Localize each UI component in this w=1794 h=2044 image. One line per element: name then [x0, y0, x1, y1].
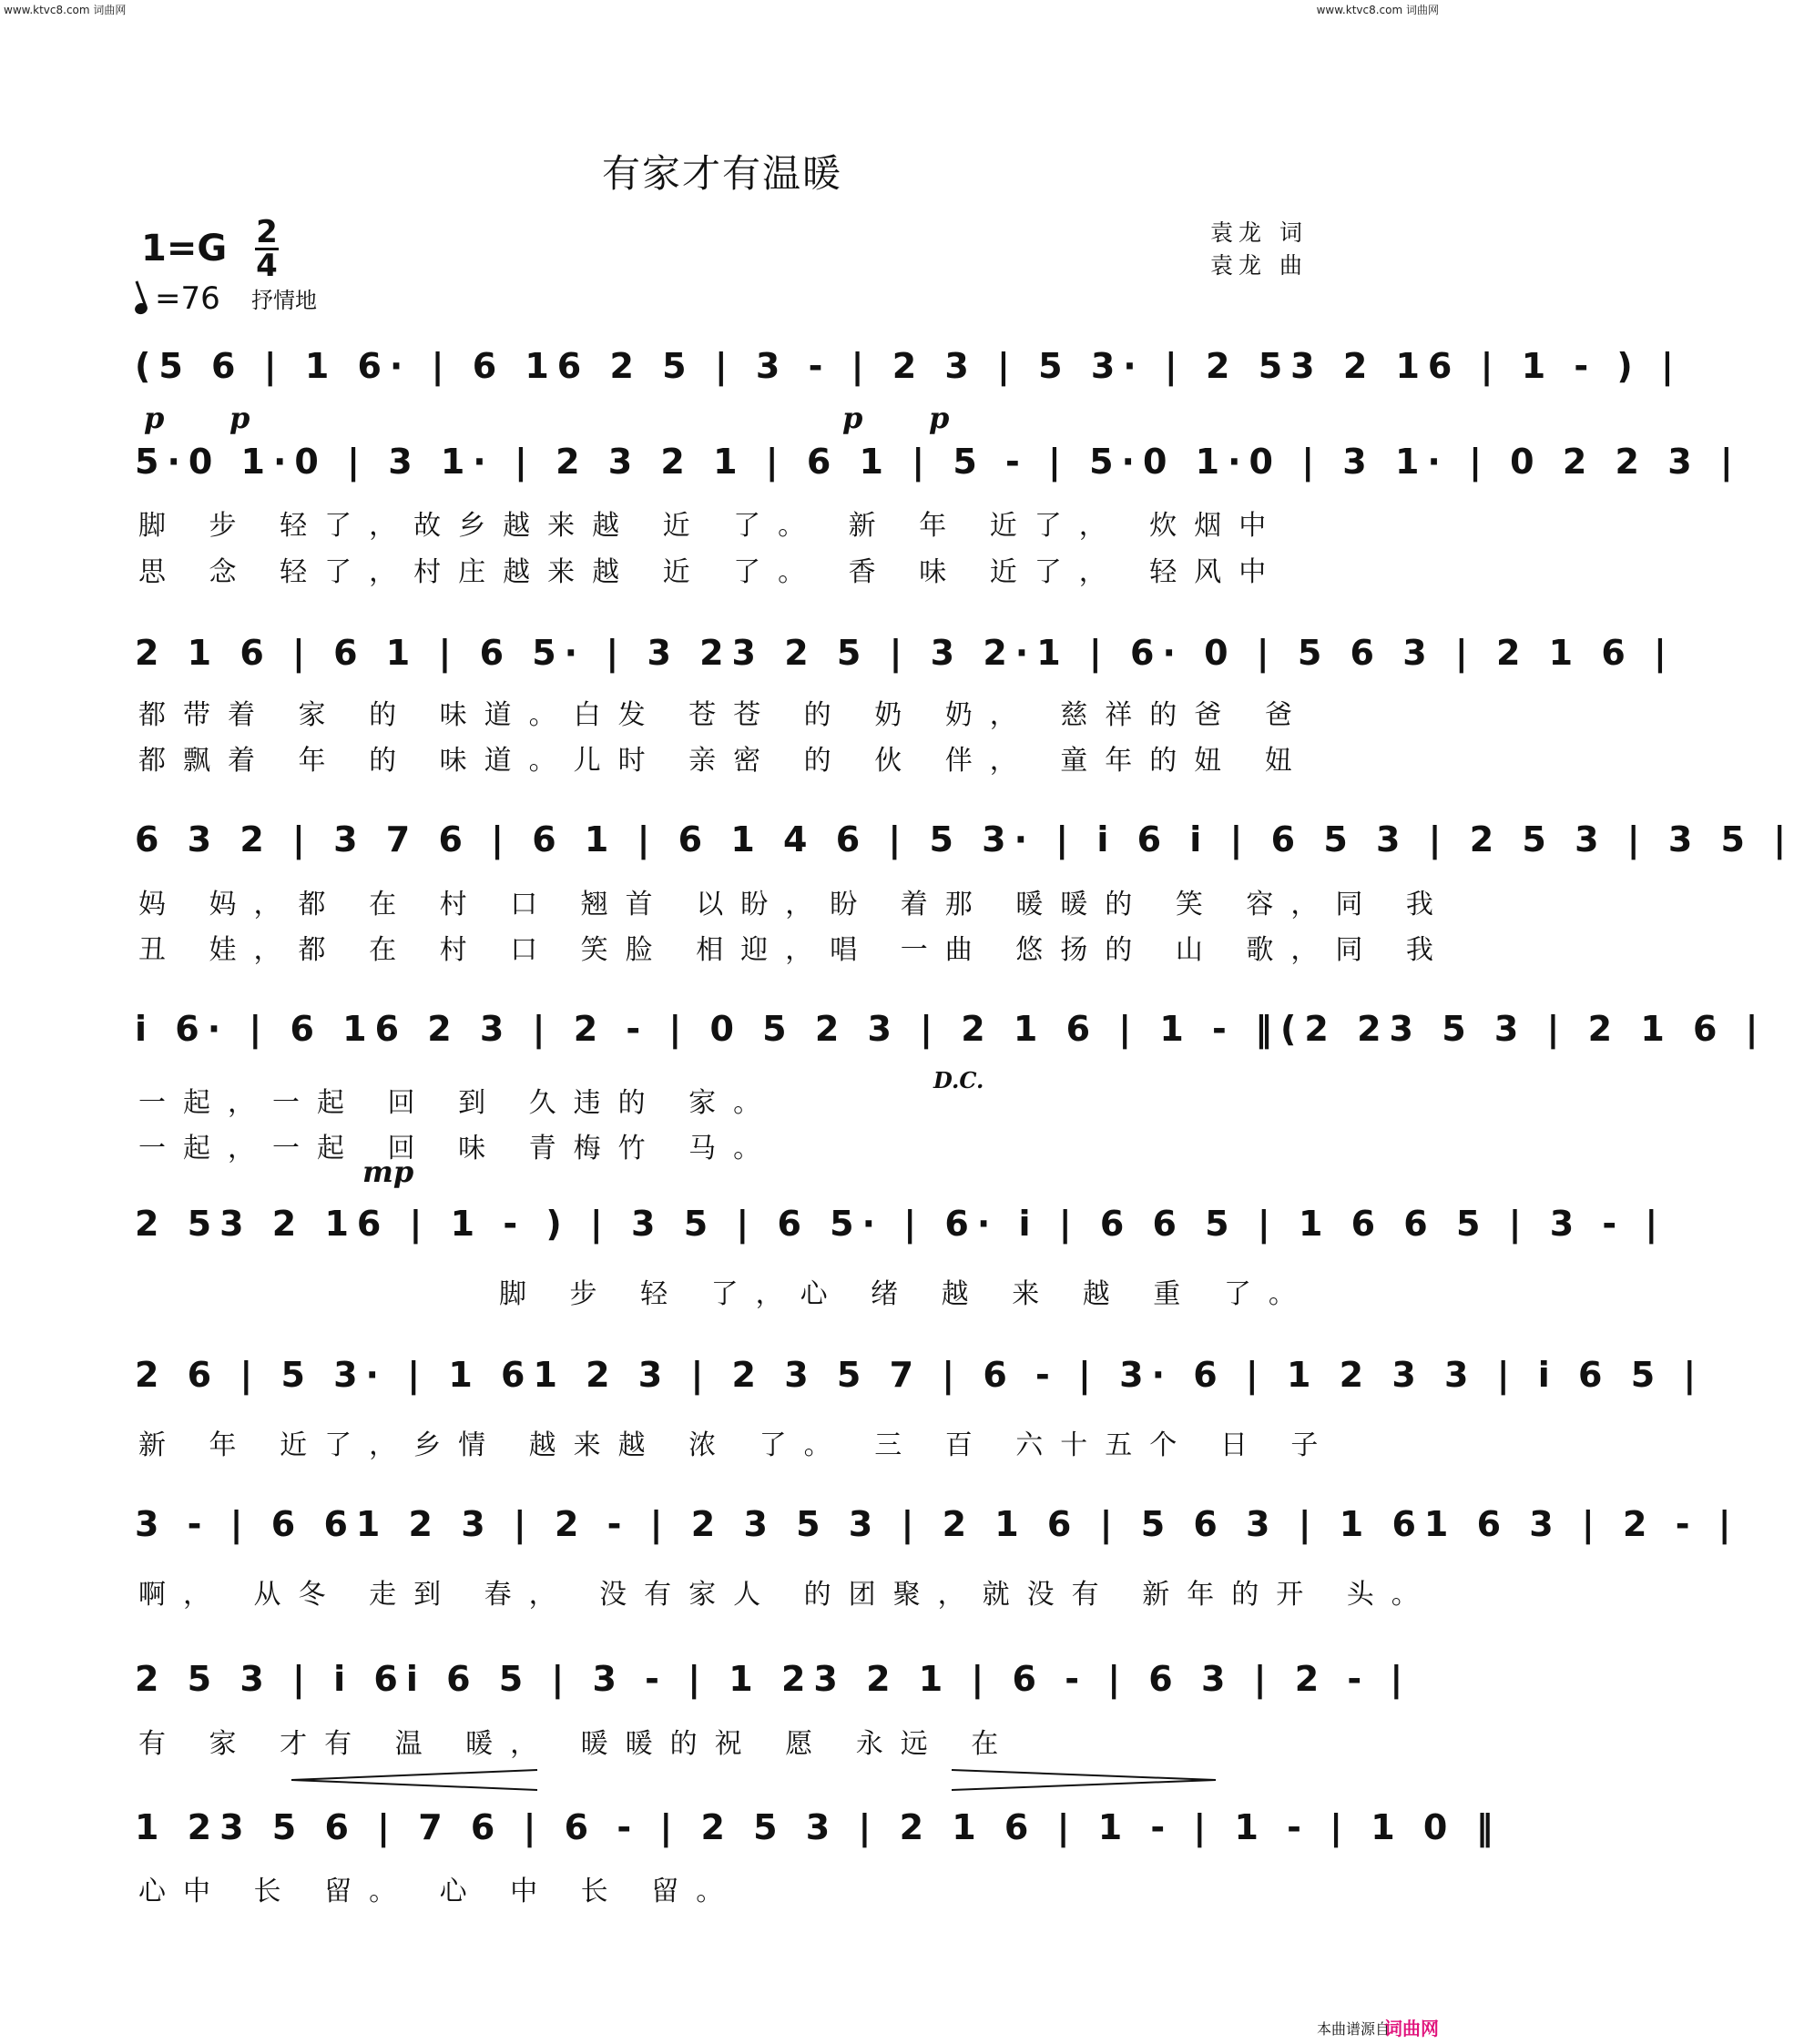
lyric-verse-1: 一起，一起 回 到 久违的 家。	[138, 1087, 779, 1119]
notation: (5 6 | 1 6· | 6 16 2 5 | 3 - | 2 3 | 5 3· | 2 53 2 16 | 1 - ) |	[135, 346, 1682, 386]
lyric-verse-1: 有 家 才有 温 暖， 暖暖的祝 愿 永远 在	[138, 1728, 1016, 1760]
score-line-1	[135, 346, 1682, 392]
decrescendo-hairpin	[952, 1766, 1216, 1794]
notation: 2 53 2 16 | 1 - ) | 3 5 | 6 5· | 6· i | 6 6 5 | 1 6 6 5 | 3 - |	[135, 1204, 1667, 1244]
dynamic-mp: mp	[362, 1154, 414, 1189]
score-line-10	[135, 1807, 1502, 1853]
time-bottom: 4	[256, 248, 278, 284]
dynamic-p: p	[842, 401, 863, 435]
expression-marking: 抒情地	[251, 288, 317, 313]
notation: i 6· | 6 16 2 3 | 2 - | 0 5 2 3 | 2 1 6 | 1 - ‖(2 23 5 3 | 2 1 6 |	[135, 1009, 1767, 1049]
score-line-9	[135, 1659, 1412, 1704]
lyric-verse-1: 妈 妈，都 在 村 口 翘首 以盼，盼 着那 暖暖的 笑 容，同 我	[138, 889, 1451, 920]
site-logo: 词曲网	[1384, 2018, 1439, 2039]
notation: 2 6 | 5 3· | 1 61 2 3 | 2 3 5 7 | 6 - | 3· 6 | 1 2 3 3 | i 6 5 |	[135, 1355, 1705, 1395]
dynamic-p: p	[229, 401, 250, 435]
notation: 3 - | 6 61 2 3 | 2 - | 2 3 5 3 | 2 1 6 | 5 6 3 | 1 61 6 3 | 2 - |	[135, 1504, 1739, 1544]
lyric-verse-1: 啊， 从冬 走到 春， 没有家人 的团聚，就没有 新年的开 头。	[138, 1579, 1436, 1611]
score-line-3	[135, 633, 1675, 678]
tempo-value: =76	[155, 280, 220, 317]
notation: 6 3 2 | 3 7 6 | 6 1 | 6 1 4 6 | 5 3· | i 6 i | 6 5 3 | 2 5 3 | 3 5 |	[135, 819, 1794, 859]
dynamic-p: p	[144, 401, 165, 435]
time-top: 2	[256, 214, 278, 250]
time-signature	[255, 214, 279, 284]
lyricist-credit: 袁龙 词	[1210, 219, 1308, 246]
score-line-7	[135, 1355, 1705, 1400]
source-note: 本曲谱源自	[1316, 2020, 1390, 2038]
notation: 1 23 5 6 | 7 6 | 6 - | 2 5 3 | 2 1 6 | 1 - | 1 - | 1 0 ‖	[135, 1807, 1502, 1847]
lyric-verse-1: 都带着 家 的 味道。白发 苍苍 的 奶 奶， 慈祥的爸 爸	[138, 699, 1310, 731]
lyric-verse-1: 脚 步 轻 了，心 绪 越 来 越 重 了。	[499, 1278, 1313, 1310]
song-title: 有家才有温暖	[601, 151, 842, 196]
lyric-verse-1: 新 年 近了，乡情 越来越 浓 了。 三 百 六十五个 日 子	[138, 1429, 1336, 1461]
lyric-verse-2: 一起，一起 回 味 青梅竹 马。	[138, 1133, 779, 1164]
crescendo-hairpin	[291, 1766, 537, 1794]
key-signature: 1=G	[141, 228, 228, 269]
lyric-verse-2: 思 念 轻了，村庄越来越 近 了。 香 味 近了， 轻风中	[138, 556, 1284, 588]
tempo-marking	[135, 280, 220, 317]
score-line-2	[135, 442, 1741, 487]
quarter-note-icon	[133, 301, 148, 316]
score-line-6	[135, 1204, 1667, 1249]
site-watermark-right: www.ktvc8.com 词曲网	[1316, 4, 1439, 16]
da-capo-marking: D.C.	[933, 1067, 984, 1093]
score-line-5	[135, 1009, 1767, 1054]
lyric-verse-1: 脚 步 轻了，故乡越来越 近 了。 新 年 近了， 炊烟中	[138, 510, 1284, 542]
dynamic-p: p	[929, 401, 950, 435]
notation: 5·0 1·0 | 3 1· | 2 3 2 1 | 6 1 | 5 - | 5·0 1·0 | 3 1· | 0 2 2 3 |	[135, 442, 1741, 482]
lyric-verse-2: 都飘着 年 的 味道。儿时 亲密 的 伙 伴， 童年的妞 妞	[138, 745, 1310, 777]
notation: 2 5 3 | i 6i 6 5 | 3 - | 1 23 2 1 | 6 - | 6 3 | 2 - |	[135, 1659, 1412, 1699]
composer-credit: 袁龙 曲	[1210, 252, 1308, 279]
site-watermark-left: www.ktvc8.com 词曲网	[4, 4, 127, 16]
score-line-4	[135, 819, 1794, 865]
notation: 2 1 6 | 6 1 | 6 5· | 3 23 2 5 | 3 2·1 | 6· 0 | 5 6 3 | 2 1 6 |	[135, 633, 1675, 673]
lyric-verse-2: 丑 娃，都 在 村 口 笑脸 相迎，唱 一曲 悠扬的 山 歌，同 我	[138, 934, 1451, 966]
score-line-8	[135, 1504, 1739, 1550]
lyric-verse-1: 心中 长 留。 心 中 长 留。	[138, 1876, 741, 1907]
